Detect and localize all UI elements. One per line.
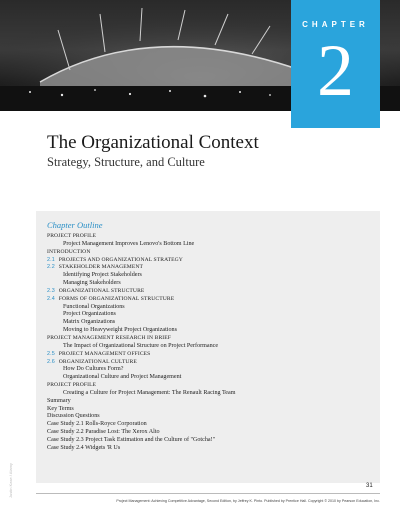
outline-item-text: FORMS OF ORGANIZATIONAL STRUCTURE [58,295,175,302]
outline-item [47,382,377,390]
outline-item-text: ORGANIZATIONAL STRUCTURE [58,287,145,294]
outline-item [47,390,377,398]
outline-item [47,272,377,280]
page-title: The Organizational Context [47,132,259,153]
footer-divider [36,493,380,494]
outline-item-text: Project Organizations [63,311,116,318]
photo-credit: Justin Kase / Alamy [8,463,13,498]
outline-item [47,335,377,343]
outline-item [47,421,377,429]
outline-item [47,249,377,257]
outline-item-text: Project Management Improves Lenovo's Bottom Line [63,240,195,247]
outline-item [47,296,377,304]
outline-item-number: 2.3 [47,287,55,294]
outline-item [47,233,377,241]
outline-item-text: Summary [47,397,71,404]
outline-item-text: PROJECT PROFILE [47,233,97,239]
outline-item-text: Identifying Project Stakeholders [63,272,142,279]
outline-item-number: 2.6 [47,358,55,365]
outline-item-text: INTRODUCTION [47,248,91,255]
outline-item-text: The Impact of Organizational Structure on Project Performance [63,342,219,349]
outline-item-text: Case Study 2.4 Widgets 'R Us [47,444,121,451]
chapter-box [291,0,380,128]
outline-item-text: PROJECTS AND ORGANIZATIONAL STRATEGY [58,256,183,263]
outline-item [47,351,377,359]
outline-item-text: STAKEHOLDER MANAGEMENT [58,264,144,271]
chapter-number: 2 [317,30,354,112]
outline-item [47,327,377,335]
outline-item-text: Case Study 2.2 Paradise Lost: The Xerox Alto [47,429,160,436]
outline-item-text: PROJECT MANAGEMENT RESEARCH IN BRIEF [47,334,171,341]
outline-item [47,413,377,421]
footer-copyright: Project Management: Achieving Competitive Advantage, Second Edition, by Jeffrey K. Pinto. Published by Prentice Hall. Copyright © 2010 by Pearson Education, Inc. [116,499,380,503]
outline-item-text: Discussion Questions [47,413,100,420]
page-subtitle: Strategy, Structure, and Culture [47,155,205,169]
outline-item [47,366,377,374]
outline-item-text: Case Study 2.1 Rolls-Royce Corporation [47,421,147,428]
outline-item-text: Matrix Organizations [63,319,116,326]
outline-item-text: How Do Cultures Form? [63,366,124,373]
page-number: 31 [366,483,373,489]
outline-heading: Chapter Outline [47,220,103,230]
outline-item [47,359,377,367]
outline-item-text: Case Study 2.3 Project Task Estimation and the Culture of "Gotcha!" [47,436,216,443]
outline-item-text: Functional Organizations [63,303,125,310]
outline-item-text: Organizational Culture and Project Management [63,374,182,381]
outline-item [47,319,377,327]
outline-item [47,398,377,406]
outline-item [47,241,377,249]
outline-item-text: Key Terms [47,405,74,412]
outline-item-number: 2.2 [47,264,55,271]
outline-item [47,288,377,296]
outline-item [47,406,377,414]
outline-item-number: 2.5 [47,350,55,357]
outline-item [47,343,377,351]
outline-item [47,445,377,453]
chapter-outline [47,233,377,453]
outline-item-text: PROJECT PROFILE [47,382,97,389]
outline-item-text: ORGANIZATIONAL CULTURE [58,358,137,365]
outline-item [47,304,377,312]
outline-item [47,374,377,382]
outline-item [47,437,377,445]
outline-item-text: Moving to Heavyweight Project Organizations [63,327,177,334]
outline-item [47,311,377,319]
outline-item [47,257,377,265]
outline-item [47,429,377,437]
outline-item [47,280,377,288]
outline-item-text: Managing Stakeholders [63,280,121,287]
outline-item-number: 2.4 [47,295,55,302]
outline-item-text: PROJECT MANAGEMENT OFFICES [58,350,151,357]
outline-item-number: 2.1 [47,256,55,263]
outline-item-text: Creating a Culture for Project Management: The Renault Racing Team [63,389,236,396]
chapter-label: CHAPTER [302,20,369,29]
